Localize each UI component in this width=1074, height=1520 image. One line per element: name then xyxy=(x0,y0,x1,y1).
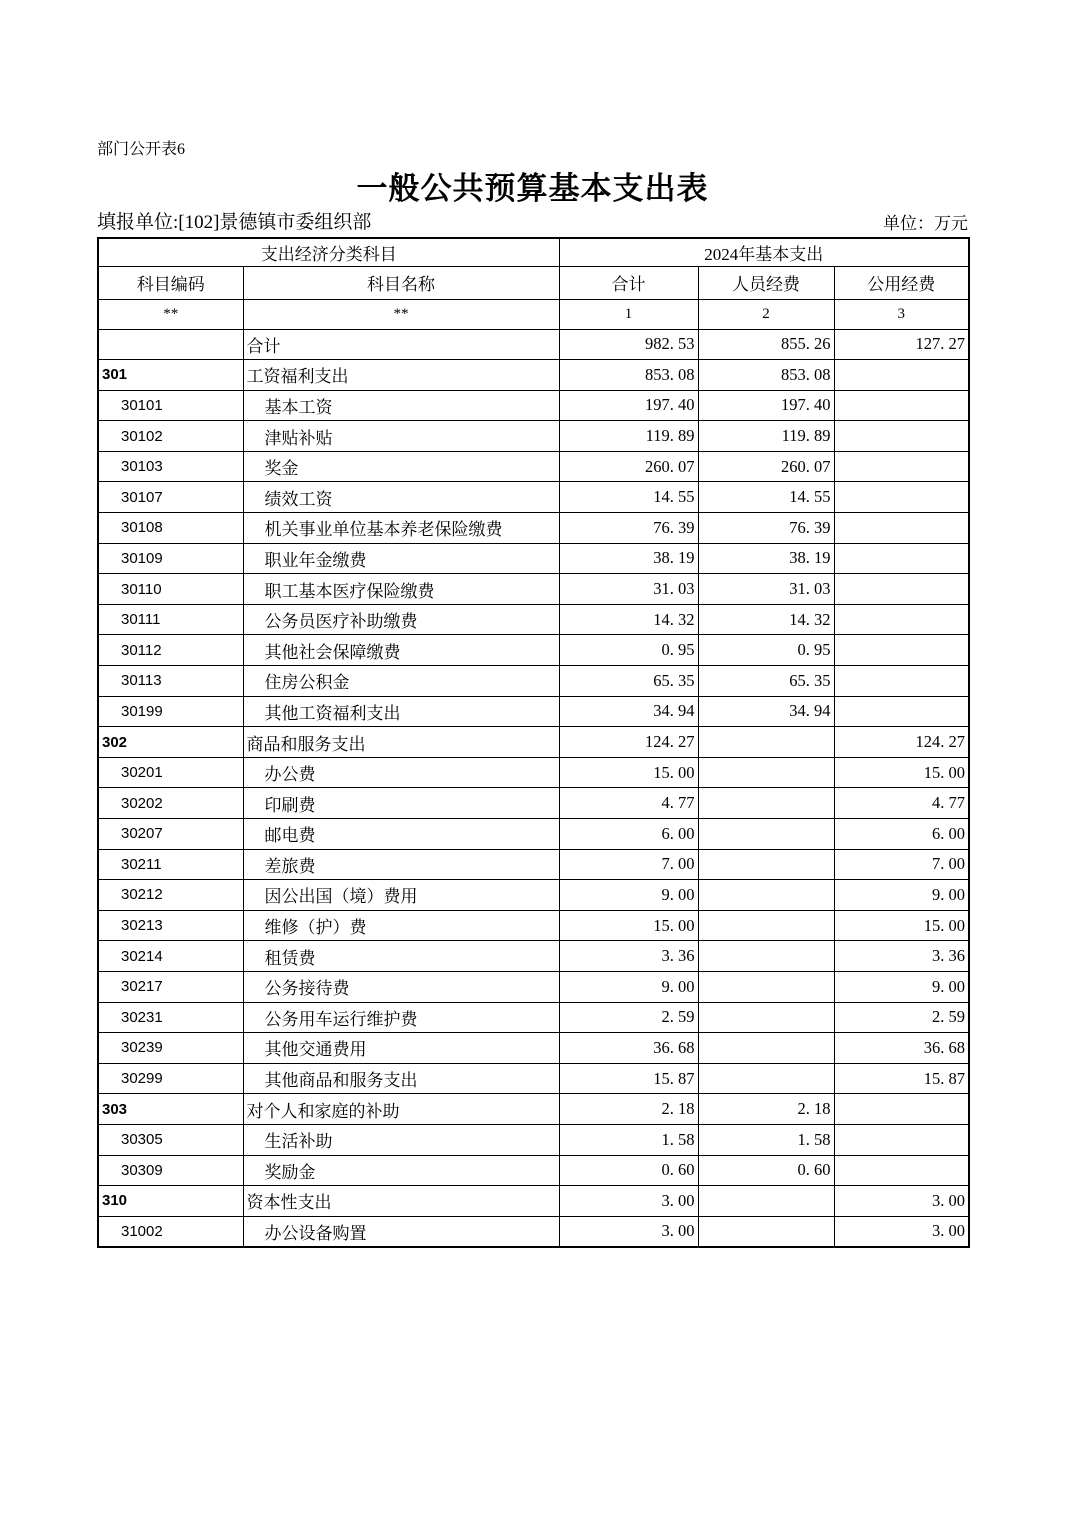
cell-public-expense: 3. 00 xyxy=(834,1186,969,1217)
cell-subject-code: 30207 xyxy=(98,819,243,850)
header-col-public: 公用经费 xyxy=(834,266,969,299)
cell-public-expense xyxy=(834,1124,969,1155)
cell-subject-name: 其他社会保障缴费 xyxy=(243,635,559,666)
cell-personnel-expense: 34. 94 xyxy=(698,696,834,727)
cell-subject-name: 租赁费 xyxy=(243,941,559,972)
cell-personnel-expense xyxy=(698,1002,834,1033)
cell-public-expense xyxy=(834,421,969,452)
table-row xyxy=(98,819,969,850)
table-row xyxy=(98,543,969,574)
cell-total: 31. 03 xyxy=(559,574,698,605)
header-col-personnel: 人员经费 xyxy=(698,266,834,299)
cell-subject-code: 302 xyxy=(98,727,243,758)
cell-personnel-expense: 0. 95 xyxy=(698,635,834,666)
cell-personnel-expense: 0. 60 xyxy=(698,1155,834,1186)
cell-personnel-expense xyxy=(698,727,834,758)
cell-subject-code: 30299 xyxy=(98,1063,243,1094)
table-row xyxy=(98,574,969,605)
cell-personnel-expense: 31. 03 xyxy=(698,574,834,605)
cell-subject-name: 奖金 xyxy=(243,451,559,482)
cell-public-expense xyxy=(834,543,969,574)
table-row xyxy=(98,1155,969,1186)
cell-personnel-expense xyxy=(698,819,834,850)
cell-personnel-expense: 197. 40 xyxy=(698,390,834,421)
table-row xyxy=(98,329,969,360)
cell-subject-code: 30110 xyxy=(98,574,243,605)
table-row xyxy=(98,451,969,482)
table-head xyxy=(98,238,969,329)
cell-public-expense: 124. 27 xyxy=(834,727,969,758)
cell-subject-code: 30211 xyxy=(98,849,243,880)
doc-label: 部门公开表6 xyxy=(97,141,186,158)
cell-public-expense xyxy=(834,451,969,482)
table-row xyxy=(98,604,969,635)
cell-personnel-expense xyxy=(698,880,834,911)
budget-table xyxy=(97,237,970,1248)
cell-subject-name: 维修（护）费 xyxy=(243,910,559,941)
cell-personnel-expense xyxy=(698,757,834,788)
cell-subject-name: 住房公积金 xyxy=(243,666,559,697)
cell-personnel-expense xyxy=(698,1186,834,1217)
cell-public-expense xyxy=(834,666,969,697)
table-row xyxy=(98,1033,969,1064)
cell-total: 9. 00 xyxy=(559,971,698,1002)
cell-subject-name: 办公费 xyxy=(243,757,559,788)
table-row xyxy=(98,666,969,697)
table-row xyxy=(98,880,969,911)
cell-subject-name: 机关事业单位基本养老保险缴费 xyxy=(243,513,559,544)
cell-personnel-expense xyxy=(698,1063,834,1094)
header-sub-3: 3 xyxy=(834,299,969,329)
cell-personnel-expense xyxy=(698,971,834,1002)
header-col-code: 科目编码 xyxy=(98,266,243,299)
cell-total: 4. 77 xyxy=(559,788,698,819)
cell-subject-code: 30239 xyxy=(98,1033,243,1064)
cell-subject-name: 其他交通费用 xyxy=(243,1033,559,1064)
cell-total: 15. 00 xyxy=(559,757,698,788)
cell-total: 1. 58 xyxy=(559,1124,698,1155)
cell-total: 14. 32 xyxy=(559,604,698,635)
cell-subject-name: 商品和服务支出 xyxy=(243,727,559,758)
cell-total: 124. 27 xyxy=(559,727,698,758)
cell-total: 197. 40 xyxy=(559,390,698,421)
cell-public-expense xyxy=(834,482,969,513)
cell-total: 119. 89 xyxy=(559,421,698,452)
header-sub-1: 1 xyxy=(559,299,698,329)
table-row xyxy=(98,1094,969,1125)
cell-public-expense: 9. 00 xyxy=(834,971,969,1002)
table-row xyxy=(98,1186,969,1217)
header-sub-code: ** xyxy=(98,299,243,329)
table-row xyxy=(98,390,969,421)
cell-public-expense xyxy=(834,360,969,391)
table-row xyxy=(98,757,969,788)
cell-personnel-expense: 14. 55 xyxy=(698,482,834,513)
cell-subject-code: 30111 xyxy=(98,604,243,635)
cell-public-expense: 2. 59 xyxy=(834,1002,969,1033)
cell-subject-code: 30309 xyxy=(98,1155,243,1186)
cell-public-expense: 3. 00 xyxy=(834,1216,969,1247)
cell-total: 6. 00 xyxy=(559,819,698,850)
cell-total: 34. 94 xyxy=(559,696,698,727)
cell-subject-name: 绩效工资 xyxy=(243,482,559,513)
cell-personnel-expense: 855. 26 xyxy=(698,329,834,360)
cell-total: 9. 00 xyxy=(559,880,698,911)
cell-subject-name: 合计 xyxy=(243,329,559,360)
cell-public-expense: 9. 00 xyxy=(834,880,969,911)
cell-personnel-expense: 853. 08 xyxy=(698,360,834,391)
table-row xyxy=(98,482,969,513)
cell-subject-name: 印刷费 xyxy=(243,788,559,819)
cell-subject-code: 30113 xyxy=(98,666,243,697)
cell-public-expense xyxy=(834,1155,969,1186)
table-row xyxy=(98,971,969,1002)
cell-total: 853. 08 xyxy=(559,360,698,391)
cell-total: 982. 53 xyxy=(559,329,698,360)
cell-total: 15. 87 xyxy=(559,1063,698,1094)
cell-total: 3. 00 xyxy=(559,1216,698,1247)
cell-personnel-expense: 260. 07 xyxy=(698,451,834,482)
cell-public-expense: 4. 77 xyxy=(834,788,969,819)
cell-subject-name: 其他工资福利支出 xyxy=(243,696,559,727)
cell-subject-code: 30212 xyxy=(98,880,243,911)
cell-total: 0. 60 xyxy=(559,1155,698,1186)
cell-personnel-expense xyxy=(698,788,834,819)
table-row xyxy=(98,513,969,544)
table-row xyxy=(98,360,969,391)
cell-public-expense: 15. 00 xyxy=(834,910,969,941)
header-col-name: 科目名称 xyxy=(243,266,559,299)
cell-personnel-expense xyxy=(698,910,834,941)
table-row xyxy=(98,1124,969,1155)
cell-subject-code: 30112 xyxy=(98,635,243,666)
cell-public-expense: 36. 68 xyxy=(834,1033,969,1064)
cell-total: 76. 39 xyxy=(559,513,698,544)
cell-subject-code: 31002 xyxy=(98,1216,243,1247)
cell-subject-code xyxy=(98,329,243,360)
cell-personnel-expense xyxy=(698,849,834,880)
cell-total: 65. 35 xyxy=(559,666,698,697)
table-row xyxy=(98,1002,969,1033)
cell-subject-code: 30214 xyxy=(98,941,243,972)
table-row xyxy=(98,849,969,880)
cell-public-expense: 127. 27 xyxy=(834,329,969,360)
table-row xyxy=(98,1063,969,1094)
cell-total: 14. 55 xyxy=(559,482,698,513)
cell-personnel-expense: 1. 58 xyxy=(698,1124,834,1155)
filing-unit-label: 填报单位:[102]景德镇市委组织部 xyxy=(97,212,372,233)
table-row xyxy=(98,635,969,666)
cell-subject-code: 310 xyxy=(98,1186,243,1217)
table-row xyxy=(98,421,969,452)
cell-subject-code: 30231 xyxy=(98,1002,243,1033)
cell-subject-code: 30202 xyxy=(98,788,243,819)
cell-subject-code: 30102 xyxy=(98,421,243,452)
header-columns-row xyxy=(98,266,969,299)
cell-subject-name: 基本工资 xyxy=(243,390,559,421)
cell-public-expense xyxy=(834,1094,969,1125)
table-row xyxy=(98,788,969,819)
header-col-total: 合计 xyxy=(559,266,698,299)
cell-subject-name: 因公出国（境）费用 xyxy=(243,880,559,911)
cell-subject-code: 30109 xyxy=(98,543,243,574)
cell-total: 260. 07 xyxy=(559,451,698,482)
cell-subject-name: 公务员医疗补助缴费 xyxy=(243,604,559,635)
cell-personnel-expense xyxy=(698,1216,834,1247)
cell-personnel-expense: 65. 35 xyxy=(698,666,834,697)
cell-public-expense xyxy=(834,513,969,544)
table-row xyxy=(98,696,969,727)
cell-total: 3. 00 xyxy=(559,1186,698,1217)
cell-personnel-expense: 76. 39 xyxy=(698,513,834,544)
cell-subject-code: 30213 xyxy=(98,910,243,941)
table-row xyxy=(98,941,969,972)
cell-personnel-expense xyxy=(698,941,834,972)
cell-public-expense: 15. 00 xyxy=(834,757,969,788)
cell-public-expense xyxy=(834,635,969,666)
cell-subject-code: 30199 xyxy=(98,696,243,727)
cell-personnel-expense: 38. 19 xyxy=(698,543,834,574)
cell-subject-name: 对个人和家庭的补助 xyxy=(243,1094,559,1125)
cell-subject-name: 职业年金缴费 xyxy=(243,543,559,574)
page-title: 一般公共预算基本支出表 xyxy=(356,171,709,206)
cell-total: 3. 36 xyxy=(559,941,698,972)
cell-subject-name: 邮电费 xyxy=(243,819,559,850)
table-row xyxy=(98,910,969,941)
cell-subject-name: 差旅费 xyxy=(243,849,559,880)
cell-total: 36. 68 xyxy=(559,1033,698,1064)
cell-subject-code: 30305 xyxy=(98,1124,243,1155)
cell-public-expense xyxy=(834,574,969,605)
cell-personnel-expense xyxy=(698,1033,834,1064)
cell-subject-name: 办公设备购置 xyxy=(243,1216,559,1247)
cell-public-expense xyxy=(834,604,969,635)
cell-total: 7. 00 xyxy=(559,849,698,880)
cell-subject-code: 301 xyxy=(98,360,243,391)
header-sub-name: ** xyxy=(243,299,559,329)
cell-subject-name: 奖励金 xyxy=(243,1155,559,1186)
cell-public-expense xyxy=(834,696,969,727)
cell-subject-name: 公务用车运行维护费 xyxy=(243,1002,559,1033)
cell-total: 15. 00 xyxy=(559,910,698,941)
cell-subject-name: 工资福利支出 xyxy=(243,360,559,391)
meta-line xyxy=(97,207,968,234)
cell-subject-code: 30108 xyxy=(98,513,243,544)
header-group-year: 2024年基本支出 xyxy=(559,238,969,266)
cell-subject-code: 30217 xyxy=(98,971,243,1002)
cell-public-expense: 3. 36 xyxy=(834,941,969,972)
cell-total: 38. 19 xyxy=(559,543,698,574)
header-group-classification: 支出经济分类科目 xyxy=(98,238,559,266)
cell-personnel-expense: 14. 32 xyxy=(698,604,834,635)
cell-subject-name: 津贴补贴 xyxy=(243,421,559,452)
header-sub-row xyxy=(98,299,969,329)
cell-subject-name: 其他商品和服务支出 xyxy=(243,1063,559,1094)
cell-subject-name: 公务接待费 xyxy=(243,971,559,1002)
cell-subject-code: 30201 xyxy=(98,757,243,788)
table-body xyxy=(98,329,969,1247)
cell-subject-code: 30101 xyxy=(98,390,243,421)
cell-total: 2. 18 xyxy=(559,1094,698,1125)
header-group-row xyxy=(98,238,969,266)
cell-personnel-expense: 119. 89 xyxy=(698,421,834,452)
header-sub-2: 2 xyxy=(698,299,834,329)
cell-subject-code: 303 xyxy=(98,1094,243,1125)
cell-subject-name: 资本性支出 xyxy=(243,1186,559,1217)
table-row xyxy=(98,1216,969,1247)
cell-subject-name: 生活补助 xyxy=(243,1124,559,1155)
cell-personnel-expense: 2. 18 xyxy=(698,1094,834,1125)
cell-subject-code: 30107 xyxy=(98,482,243,513)
cell-total: 2. 59 xyxy=(559,1002,698,1033)
cell-public-expense xyxy=(834,390,969,421)
table-row xyxy=(98,727,969,758)
cell-public-expense: 15. 87 xyxy=(834,1063,969,1094)
cell-public-expense: 7. 00 xyxy=(834,849,969,880)
cell-subject-name: 职工基本医疗保险缴费 xyxy=(243,574,559,605)
cell-subject-code: 30103 xyxy=(98,451,243,482)
cell-total: 0. 95 xyxy=(559,635,698,666)
unit-label: 单位：万元 xyxy=(883,214,968,233)
cell-public-expense: 6. 00 xyxy=(834,819,969,850)
